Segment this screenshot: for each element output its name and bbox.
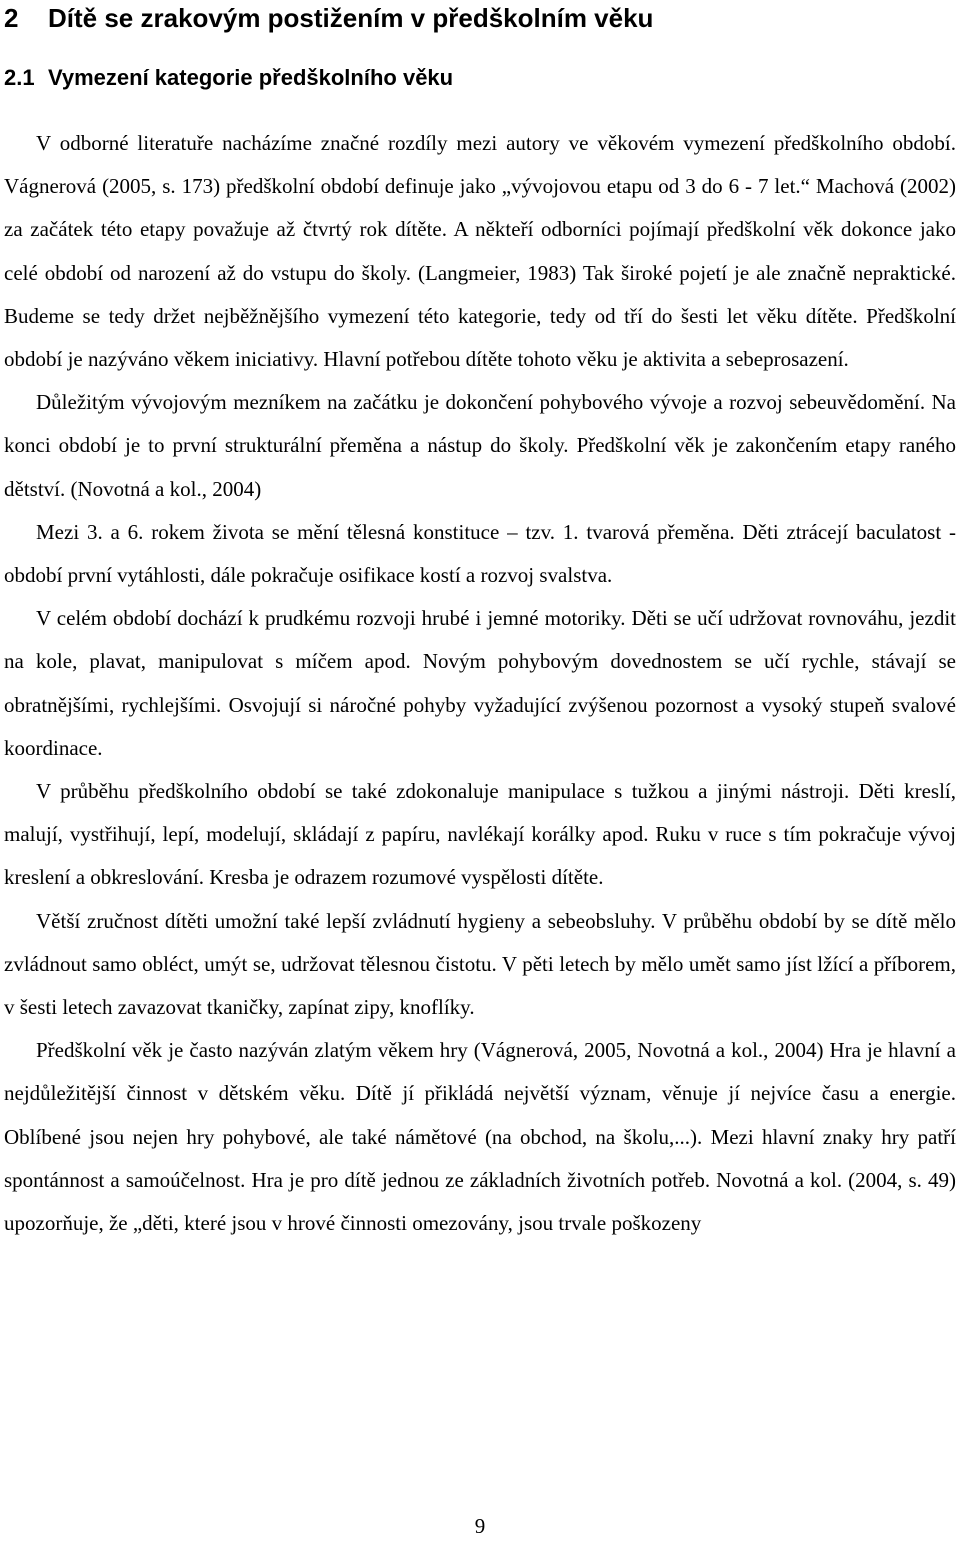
section-number: 2.1 [4, 65, 35, 90]
section-title: Vymezení kategorie předškolního věku [48, 65, 454, 90]
paragraph-play: Předškolní věk je často nazýván zlatým věkem hry (Vágnerová, 2005, Novotná a kol., 2004) Hra je hlavní a nejdůležitější činnost v dětském věku. Dítě jí přikládá největší význam, věnuje jí nejvíce času a energie. Oblíbené jsou nejen hry pohybové, ale také námětové (na obchod, na školu,...). Mezi hlavní znaky hry patří spontánnost a samoúčelnost. Hra je pro dítě jednou ze základních životních potřeb. Novotná a kol. (2004, s. 49) upozorňuje, že „děti, které jsou v hrové činnosti omezovány, jsou trvale poškozeny [4, 1038, 956, 1236]
paragraph-manipulation: V průběhu předškolního období se také zdokonaluje manipulace s tužkou a jinými nástroji. Děti kreslí, malují, vystřihují, lepí, modelují, skládají z papíru, navlékají korálky apod. Ruku v ruce s tím pokračuje vývoj kreslení a obkreslování. Kresba je odrazem rozumové vyspělosti dítěte. [4, 779, 956, 890]
paragraph-milestones: Důležitým vývojovým mezníkem na začátku je dokončení pohybového vývoje a rozvoj sebeuvědomění. Na konci období je to první strukturální přeměna a nástup do školy. Předškolní věk je zakončením etapy raného dětství. (Novotná a kol., 2004) [4, 390, 956, 501]
chapter-title: Dítě se zrakovým postižením v předškolním věku [48, 3, 654, 33]
chapter-heading [4, 3, 653, 33]
paragraph-age-definition: V odborné literatuře nacházíme značné rozdíly mezi autory ve věkovém vymezení předškolního období. Vágnerová (2005, s. 173) předškolní období definuje jako „vývojovou etapu od 3 do 6 - 7 let.“ Machová (2002) za začátek této etapy považuje až čtvrtý rok dítěte. A někteří odborníci pojímají předškolní věk dokonce jako celé období od narození až do vstupu do školy. (Langmeier, 1983) Tak široké pojetí je ale značně nepraktické. Budeme se tedy držet nejběžnějšího vymezení této kategorie, tedy od tří do šesti let věku dítěte. Předškolní období je nazýváno věkem iniciativy. Hlavní potřebou dítěte tohoto věku je aktivita a sebeprosazení. [4, 131, 956, 372]
chapter-number: 2 [4, 3, 19, 33]
paragraph-motor-skills: V celém období dochází k prudkému rozvoji hrubé i jemné motoriky. Děti se učí udržovat rovnováhu, jezdit na kole, plavat, manipulovat s míčem apod. Novým pohybovým dovednostem se učí rychle, stávají se obratnějšími, rychlejšími. Osvojují si náročné pohyby vyžadující zvýšenou pozornost a vysoký stupeň svalové koordinace. [4, 606, 956, 760]
section-heading [4, 65, 453, 91]
paragraph-hygiene: Větší zručnost dítěti umožní také lepší zvládnutí hygieny a sebeobsluhy. V průběhu období by se dítě mělo zvládnout samo obléct, umýt se, udržovat tělesnou čistotu. V pěti letech by mělo umět samo jíst lžící a příborem, v šesti letech zavazovat tkaničky, zapínat zipy, knoflíky. [4, 908, 956, 1020]
page-number: 9 [474, 1514, 486, 1538]
paragraph-body-constitution: Mezi 3. a 6. rokem života se mění tělesná konstituce – tzv. 1. tvarová přeměna. Děti ztrácejí baculatost - období první vytáhlosti, dále pokračuje osifikace kostí a rozvoj svalstva. [4, 519, 956, 588]
body-text [4, 122, 956, 1245]
